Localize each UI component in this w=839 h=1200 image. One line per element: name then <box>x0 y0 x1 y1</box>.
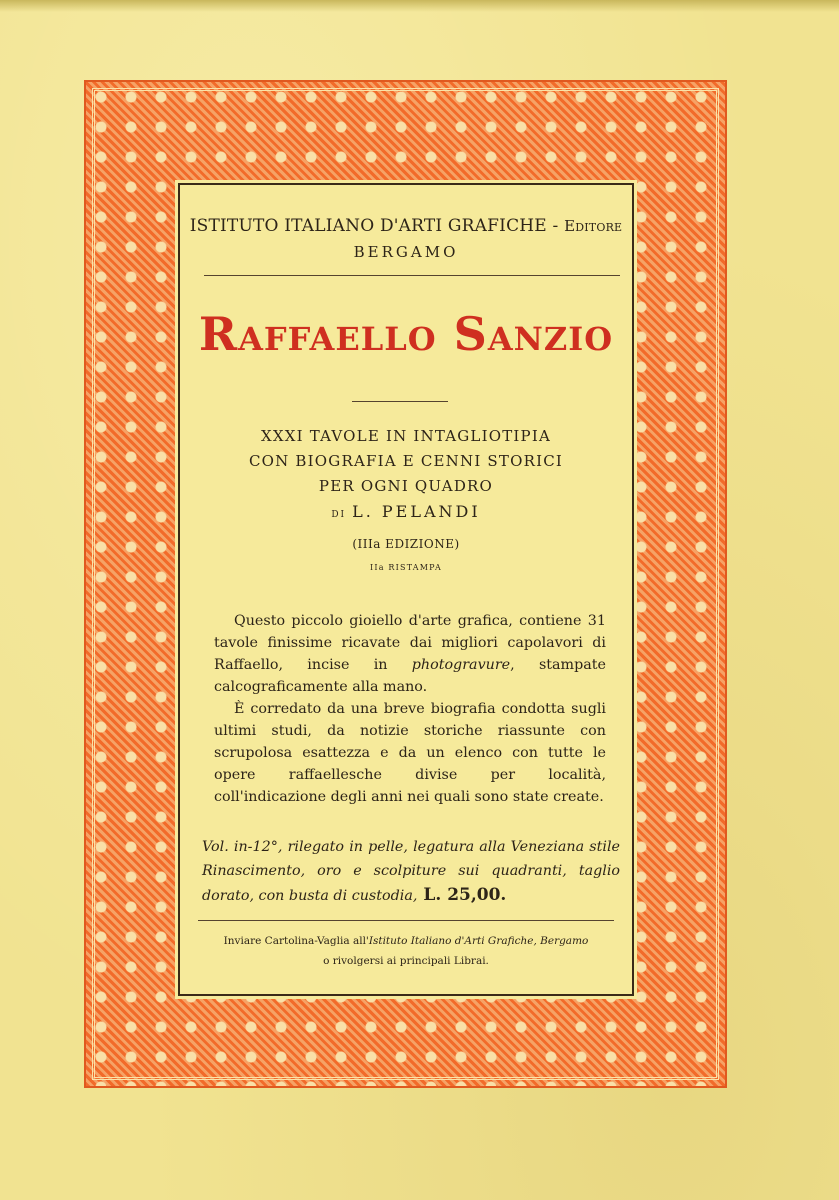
book-description <box>214 610 606 808</box>
description-emphasis: photogravure <box>411 657 511 673</box>
author-prefix: di <box>331 506 347 521</box>
publisher-line <box>180 216 632 236</box>
order-line: o rivolgersi ai principali Librai. <box>323 955 489 967</box>
publisher-separator: - <box>552 216 565 236</box>
description-text: , stampate calcograficamente alla mano. <box>214 657 606 695</box>
order-emphasis: Istituto Italiano d'Arti Grafiche, Bergamo <box>368 935 589 947</box>
book-subtitle <box>180 424 632 526</box>
order-instructions <box>180 931 632 971</box>
paper-top-edge <box>0 0 839 12</box>
description-paragraph <box>214 610 606 698</box>
author-name: L. PELANDI <box>352 502 481 521</box>
description-paragraph: È corredato da una breve biografia condotta sugli ultimi studi, da notizie storiche riassunte con scrupolosa esattezza e da un elenco con tutte le opere raffaellesche divise per località, coll'indicazione degli anni nei quali sono state create. <box>214 701 606 805</box>
title-divider <box>352 401 448 402</box>
binding-text: Vol. in-12°, rilegato in pelle, legatura alla Veneziana stile Rinascimento, oro e scolpiture sui quadranti, taglio dorato, con busta di custodia, <box>202 839 620 904</box>
reprint-note: IIa RISTAMPA <box>370 563 442 572</box>
order-text: Inviare Cartolina-Vaglia all' <box>223 935 369 947</box>
publisher-name: ISTITUTO ITALIANO D'ARTI GRAFICHE <box>189 216 547 236</box>
book-title: Raffaello Sanzio <box>198 307 614 361</box>
publisher-city: BERGAMO <box>353 243 459 261</box>
publisher-role: Editore <box>564 217 623 235</box>
subtitle-line: CON BIOGRAFIA E CENNI STORICI <box>248 452 564 470</box>
bottom-divider <box>198 920 614 921</box>
subtitle-line: PER OGNI QUADRO <box>318 477 494 495</box>
top-divider <box>204 275 620 276</box>
content-panel <box>178 183 634 996</box>
order-line <box>180 931 632 951</box>
subtitle-line: XXXI TAVOLE IN INTAGLIOTIPIA <box>261 427 551 445</box>
price: L. 25,00. <box>423 885 507 905</box>
binding-details <box>202 835 620 908</box>
author-line <box>180 499 632 526</box>
edition-note: (IIIa EDIZIONE) <box>352 537 460 551</box>
description-text: Questo piccolo gioiello d'arte grafica, contiene 31 tavole finissime ricavate dai migliori capolavori di Raffaello, incise in <box>214 613 606 673</box>
